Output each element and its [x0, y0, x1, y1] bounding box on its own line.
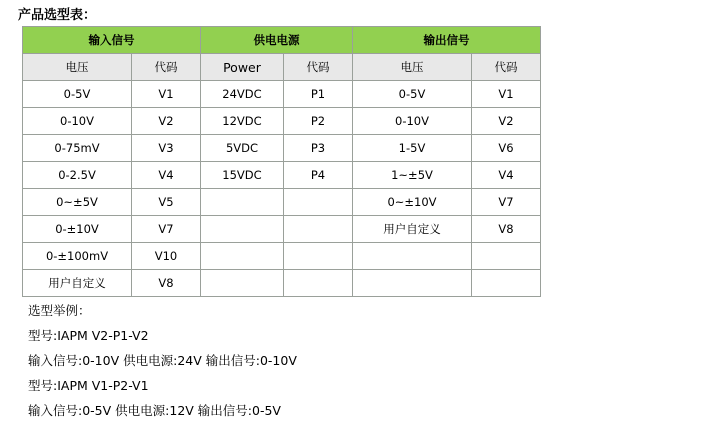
- group-header-output: 输出信号: [353, 27, 541, 54]
- cell-power-code: P1: [284, 81, 353, 108]
- cell-input-code: V10: [132, 243, 201, 270]
- cell-output-voltage: 用户自定义: [353, 216, 472, 243]
- page-title: 产品选型表：: [18, 8, 97, 23]
- cell-power-code: [284, 243, 353, 270]
- cell-input-voltage: 0~±5V: [23, 189, 132, 216]
- cell-output-code: V7: [472, 189, 541, 216]
- cell-input-voltage: 0-±100mV: [23, 243, 132, 270]
- cell-output-code: [472, 270, 541, 297]
- table-sub-header-row: [23, 54, 541, 81]
- cell-power-value: 24VDC: [201, 81, 284, 108]
- table-row: [23, 189, 541, 216]
- table-row: [23, 216, 541, 243]
- table-row: [23, 108, 541, 135]
- cell-power-code: [284, 189, 353, 216]
- table-row: [23, 243, 541, 270]
- sub-header-input-code: 代码: [132, 54, 201, 81]
- cell-power-value: [201, 189, 284, 216]
- cell-input-voltage: 0-2.5V: [23, 162, 132, 189]
- cell-output-voltage: 0-10V: [353, 108, 472, 135]
- cell-output-voltage: [353, 270, 472, 297]
- cell-input-code: V5: [132, 189, 201, 216]
- cell-input-code: V2: [132, 108, 201, 135]
- cell-output-voltage: 0~±10V: [353, 189, 472, 216]
- cell-input-voltage: 0-10V: [23, 108, 132, 135]
- table-row: [23, 270, 541, 297]
- product-selection-table: [22, 26, 541, 297]
- cell-input-voltage: 0-75mV: [23, 135, 132, 162]
- example-model-1: 型号:IAPM V2-P1-V2: [28, 328, 149, 343]
- cell-output-code: V8: [472, 216, 541, 243]
- cell-output-voltage: 0-5V: [353, 81, 472, 108]
- example-detail-1: 输入信号:0-10V 供电电源:24V 输出信号:0-10V: [28, 353, 297, 368]
- cell-power-value: 15VDC: [201, 162, 284, 189]
- examples-heading: 选型举例：: [28, 303, 91, 318]
- cell-power-value: [201, 216, 284, 243]
- cell-input-voltage: 0-±10V: [23, 216, 132, 243]
- table-row: [23, 135, 541, 162]
- cell-power-code: [284, 270, 353, 297]
- example-detail-2: 输入信号:0-5V 供电电源:12V 输出信号:0-5V: [28, 403, 281, 418]
- cell-input-code: V8: [132, 270, 201, 297]
- cell-power-code: P2: [284, 108, 353, 135]
- cell-power-code: P3: [284, 135, 353, 162]
- table-row: [23, 81, 541, 108]
- sub-header-power: Power: [201, 54, 284, 81]
- table-group-header-row: [23, 27, 541, 54]
- example-model-2: 型号:IAPM V1-P2-V1: [28, 378, 149, 393]
- cell-power-value: [201, 270, 284, 297]
- sub-header-input-voltage: 电压: [23, 54, 132, 81]
- cell-output-voltage: 1~±5V: [353, 162, 472, 189]
- cell-input-code: V1: [132, 81, 201, 108]
- cell-power-value: 5VDC: [201, 135, 284, 162]
- cell-power-value: 12VDC: [201, 108, 284, 135]
- cell-output-code: [472, 243, 541, 270]
- cell-power-code: [284, 216, 353, 243]
- group-header-power: 供电电源: [201, 27, 353, 54]
- cell-output-voltage: [353, 243, 472, 270]
- cell-input-code: V7: [132, 216, 201, 243]
- sub-header-output-code: 代码: [472, 54, 541, 81]
- group-header-input: 输入信号: [23, 27, 201, 54]
- cell-input-code: V3: [132, 135, 201, 162]
- cell-input-code: V4: [132, 162, 201, 189]
- cell-power-value: [201, 243, 284, 270]
- cell-output-code: V6: [472, 135, 541, 162]
- cell-input-voltage: 用户自定义: [23, 270, 132, 297]
- cell-output-code: V1: [472, 81, 541, 108]
- cell-power-code: P4: [284, 162, 353, 189]
- cell-output-voltage: 1-5V: [353, 135, 472, 162]
- sub-header-power-code: 代码: [284, 54, 353, 81]
- cell-output-code: V4: [472, 162, 541, 189]
- cell-output-code: V2: [472, 108, 541, 135]
- selection-examples: [28, 298, 297, 423]
- cell-input-voltage: 0-5V: [23, 81, 132, 108]
- sub-header-output-voltage: 电压: [353, 54, 472, 81]
- table-row: [23, 162, 541, 189]
